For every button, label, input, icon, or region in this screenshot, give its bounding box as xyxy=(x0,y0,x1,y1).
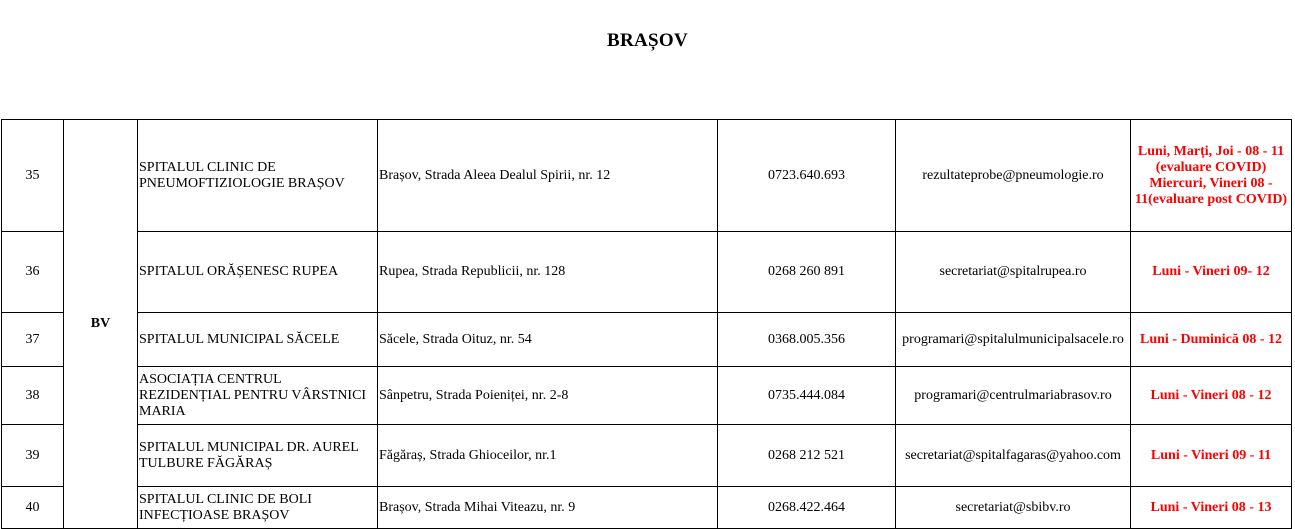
hospital-name: SPITALUL ORĂȘENESC RUPEA xyxy=(138,232,378,313)
hospital-phone: 0268 260 891 xyxy=(718,232,896,313)
row-number: 35 xyxy=(2,120,64,232)
table-row xyxy=(2,232,1292,313)
hospital-phone: 0723.640.693 xyxy=(718,120,896,232)
hospital-email: rezultateprobe@pneumologie.ro xyxy=(896,120,1131,232)
hospital-email: programari@centrulmariabrasov.ro xyxy=(896,367,1131,425)
hospital-schedule: Luni - Vineri 09 - 11 xyxy=(1131,425,1292,487)
county-code: BV xyxy=(64,120,138,529)
table-row xyxy=(2,367,1292,425)
hospital-table xyxy=(1,119,1292,529)
hospital-name: SPITALUL CLINIC DE PNEUMOFTIZIOLOGIE BRAȘOV xyxy=(138,120,378,232)
table-row xyxy=(2,313,1292,367)
hospital-name: SPITALUL MUNICIPAL DR. AUREL TULBURE FĂGĂRAȘ xyxy=(138,425,378,487)
hospital-name: ASOCIAȚIA CENTRUL REZIDENȚIAL PENTRU VÂRSTNICI MARIA xyxy=(138,367,378,425)
hospital-address: Rupea, Strada Republicii, nr. 128 xyxy=(378,232,718,313)
row-number: 38 xyxy=(2,367,64,425)
hospital-name: SPITALUL CLINIC DE BOLI INFECȚIOASE BRAȘOV xyxy=(138,487,378,529)
row-number: 40 xyxy=(2,487,64,529)
hospital-phone: 0368.005.356 xyxy=(718,313,896,367)
page-title: BRAȘOV xyxy=(607,30,688,51)
hospital-email: secretariat@spitalfagaras@yahoo.com xyxy=(896,425,1131,487)
hospital-phone: 0735.444.084 xyxy=(718,367,896,425)
hospital-address: Săcele, Strada Oituz, nr. 54 xyxy=(378,313,718,367)
table-row xyxy=(2,425,1292,487)
row-number: 37 xyxy=(2,313,64,367)
hospital-schedule: Luni - Vineri 08 - 12 xyxy=(1131,367,1292,425)
table-row xyxy=(2,487,1292,529)
hospital-address: Făgăraș, Strada Ghioceilor, nr.1 xyxy=(378,425,718,487)
row-number: 39 xyxy=(2,425,64,487)
hospital-email: secretariat@sbibv.ro xyxy=(896,487,1131,529)
row-number: 36 xyxy=(2,232,64,313)
hospital-schedule: Luni, Marți, Joi - 08 - 11 (evaluare COVID) Miercuri, Vineri 08 - 11(evaluare post COVID) xyxy=(1131,120,1292,232)
hospital-email: programari@spitalulmunicipalsacele.ro xyxy=(896,313,1131,367)
table-row xyxy=(2,120,1292,232)
hospital-name: SPITALUL MUNICIPAL SĂCELE xyxy=(138,313,378,367)
hospital-email: secretariat@spitalrupea.ro xyxy=(896,232,1131,313)
hospital-schedule: Luni - Vineri 09- 12 xyxy=(1131,232,1292,313)
hospital-phone: 0268 212 521 xyxy=(718,425,896,487)
hospital-address: Brașov, Strada Aleea Dealul Spirii, nr. 12 xyxy=(378,120,718,232)
hospital-schedule: Luni - Vineri 08 - 13 xyxy=(1131,487,1292,529)
hospital-schedule: Luni - Duminică 08 - 12 xyxy=(1131,313,1292,367)
hospital-phone: 0268.422.464 xyxy=(718,487,896,529)
hospital-address: Brașov, Strada Mihai Viteazu, nr. 9 xyxy=(378,487,718,529)
hospital-address: Sânpetru, Strada Poieniței, nr. 2-8 xyxy=(378,367,718,425)
